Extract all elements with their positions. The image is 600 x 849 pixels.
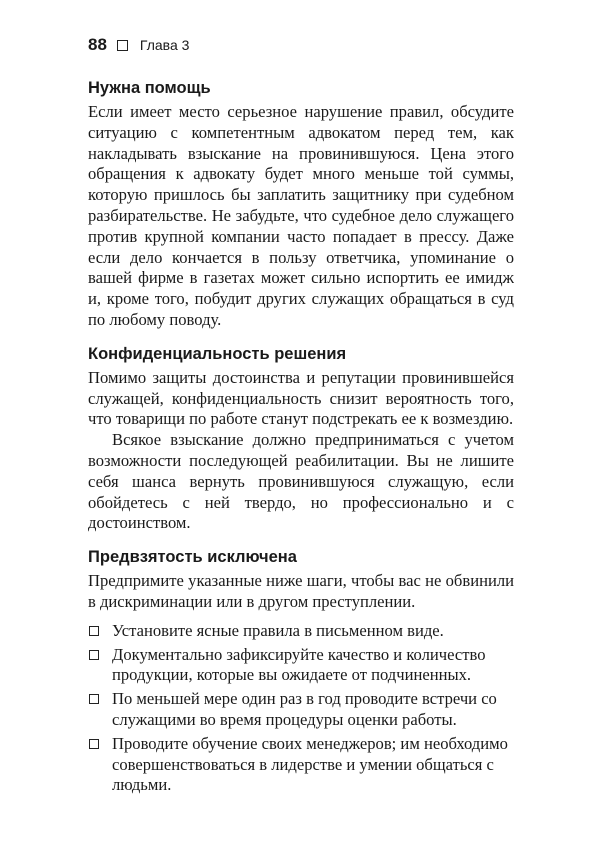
- section-no-bias: [88, 546, 514, 796]
- square-outline-icon: [117, 40, 128, 51]
- section-confidentiality: [88, 343, 514, 534]
- list-item-text: Проводите обучение своих менеджеров; им необходимо совершенствоваться в лидерстве и умении общаться с людьми.: [112, 733, 508, 795]
- checkbox-bullet-icon: [89, 739, 99, 749]
- checkbox-bullet-icon: [89, 694, 99, 704]
- section-title: Нужна помощь: [88, 79, 211, 97]
- list-item-text: Документально зафиксируйте качество и количество продукции, которые вы ожидаете от подчиненных.: [112, 644, 486, 685]
- section-title: Конфиденциальность решения: [88, 344, 347, 363]
- list-item-text: По меньшей мере один раз в год проводите встречи со служащими во время процедуры оценки работы.: [112, 689, 497, 729]
- section-need-help: [88, 77, 514, 331]
- page-number: 88: [88, 35, 107, 54]
- list-item: [88, 689, 514, 731]
- list-item: [88, 734, 514, 796]
- list-item: [88, 645, 514, 687]
- running-header: [88, 34, 514, 56]
- paragraph: Предпримите указанные ниже шаги, чтобы вас не обвинили в дискриминации или в другом преступлении.: [88, 571, 514, 611]
- list-item: [88, 621, 514, 642]
- paragraph: Помимо защиты достоинства и репутации провинившейся служащей, конфиденциальность снизит вероятность того, что товарищи по работе станут подстрекать ее к возмездию.: [88, 367, 514, 429]
- checkbox-bullet-icon: [89, 650, 99, 660]
- paragraph: Если имеет место серьезное нарушение правил, обсудите ситуацию с компетентным адвокатом перед тем, как накладывать взыскание на провинившуюся. Цена этого обращения к адвокату будет много меньше той суммы, которую пришлось бы заплатить защитнику при судебном разбирательстве. Не забудьте, что судебное дело служащего против крупной компании часто попадает в прессу. Даже если дело кончается в пользу ответчика, упоминание о вашей фирме в газетах может сильно испортить ее имидж и, кроме того, побудит других служащих обращаться в суд по любому поводу.: [88, 102, 514, 329]
- checkbox-bullet-icon: [89, 626, 99, 636]
- section-title: Предвзятость исключена: [88, 548, 297, 567]
- chapter-label: Глава 3: [139, 37, 190, 53]
- steps-list: [88, 621, 514, 796]
- paragraph: Всякое взыскание должно предприниматься с учетом возможности последующей реабилитации. Вы не лишите себя шанса вернуть провинившуюся служащую, если обойдетесь с ней твердо, но профессионально и с достоинством.: [88, 430, 514, 533]
- list-item-text: Установите ясные правила в письменном виде.: [112, 620, 444, 640]
